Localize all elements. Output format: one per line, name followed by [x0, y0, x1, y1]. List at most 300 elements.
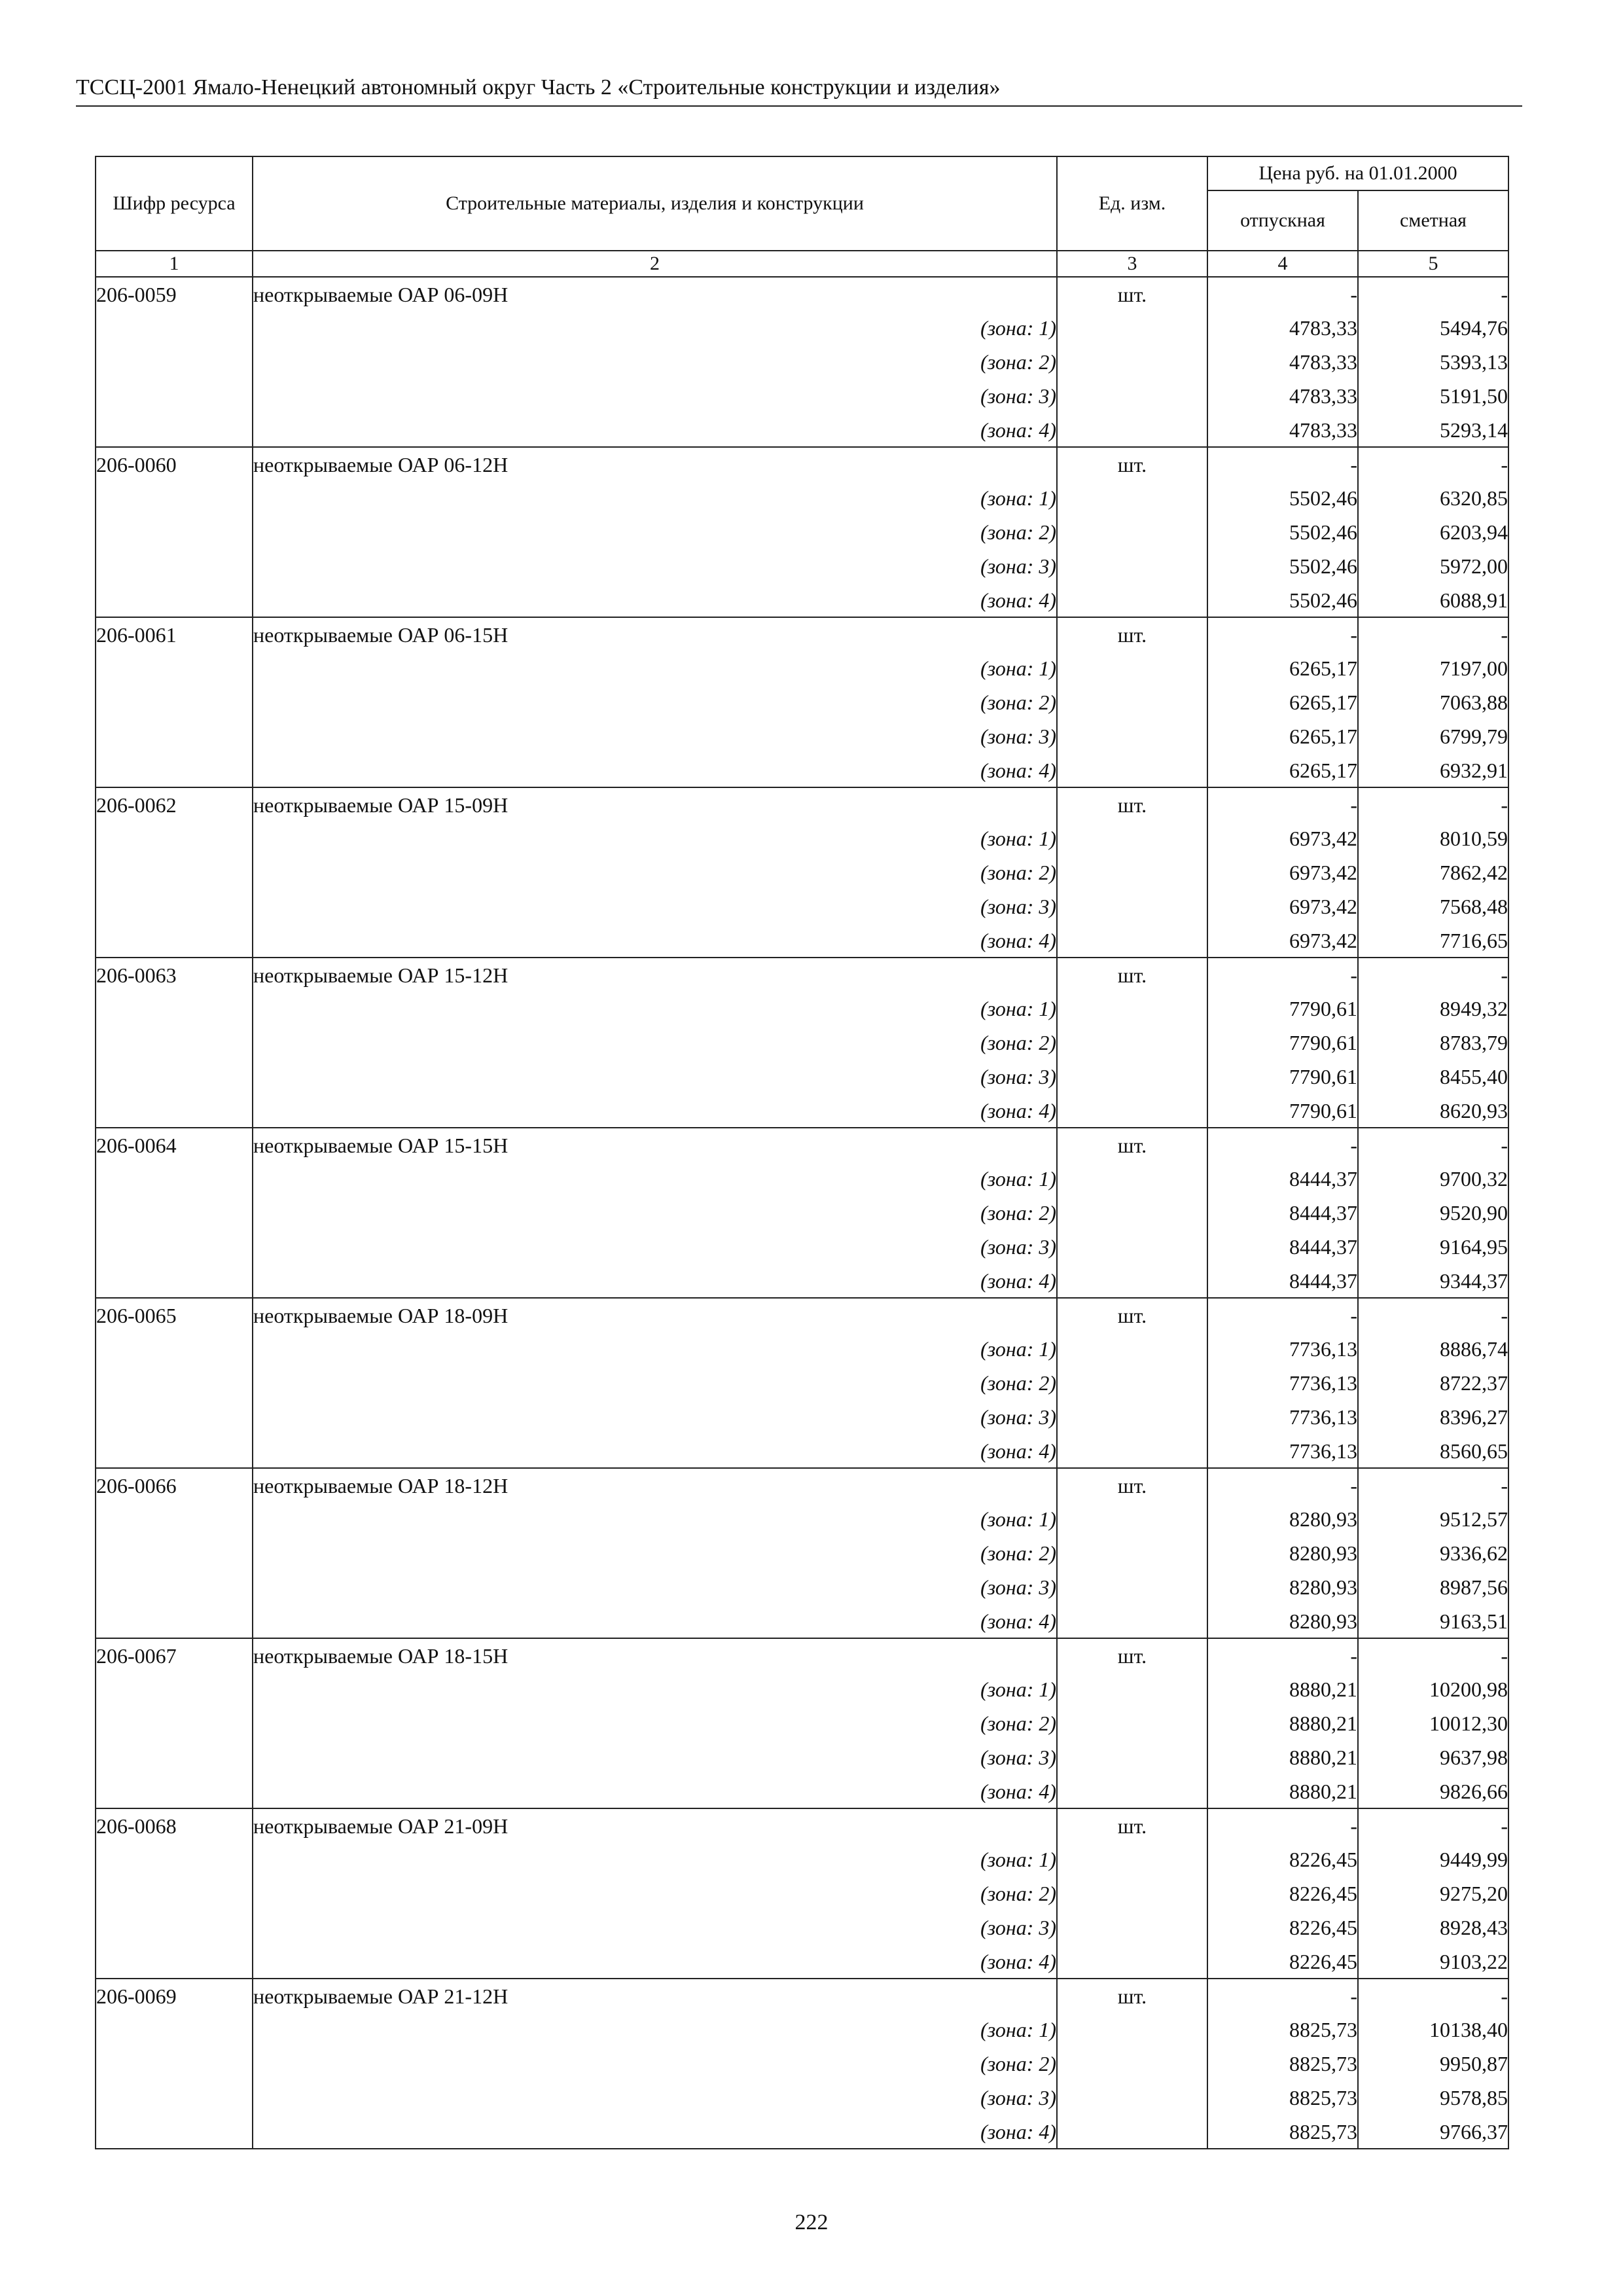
release-price: 8280,93 [1207, 1536, 1358, 1570]
unit-cell-empty [1057, 889, 1207, 924]
unit-cell-empty [1057, 821, 1207, 855]
zone-label: (зона: 2) [253, 1876, 1057, 1910]
code-cell-empty [96, 719, 253, 753]
unit-cell: шт. [1057, 1128, 1207, 1162]
release-price: 7790,61 [1207, 992, 1358, 1026]
estimate-price: 8783,79 [1358, 1026, 1508, 1060]
zone-label: (зона: 3) [253, 1400, 1057, 1434]
zone-row [96, 1026, 1508, 1060]
estimate-price: 9275,20 [1358, 1876, 1508, 1910]
code-cell-empty [96, 685, 253, 719]
release-price: - [1207, 958, 1358, 992]
estimate-price: 9344,37 [1358, 1264, 1508, 1298]
estimate-price: 7568,48 [1358, 889, 1508, 924]
zone-label: (зона: 4) [253, 1094, 1057, 1128]
code-cell-empty [96, 924, 253, 958]
column-number-row [96, 251, 1508, 277]
zone-label: (зона: 1) [253, 821, 1057, 855]
zone-label: (зона: 2) [253, 1196, 1057, 1230]
zone-row [96, 413, 1508, 447]
estimate-price: 9700,32 [1358, 1162, 1508, 1196]
zone-label: (зона: 4) [253, 1604, 1057, 1638]
item-row [96, 617, 1508, 651]
unit-cell-empty [1057, 1162, 1207, 1196]
unit-cell-empty [1057, 1094, 1207, 1128]
release-price: 7736,13 [1207, 1434, 1358, 1468]
zone-row [96, 345, 1508, 379]
zone-label: (зона: 1) [253, 1502, 1057, 1536]
code-cell-empty [96, 549, 253, 583]
estimate-price: - [1358, 617, 1508, 651]
unit-cell-empty [1057, 1842, 1207, 1876]
code-cell-empty [96, 481, 253, 515]
release-price: 6265,17 [1207, 651, 1358, 685]
zone-row [96, 481, 1508, 515]
estimate-price: 6799,79 [1358, 719, 1508, 753]
zone-row [96, 379, 1508, 413]
release-price: 5502,46 [1207, 515, 1358, 549]
zone-row [96, 1945, 1508, 1979]
unit-cell-empty [1057, 651, 1207, 685]
unit-cell-empty [1057, 1672, 1207, 1706]
code-cell-empty [96, 1230, 253, 1264]
estimate-price: - [1358, 1128, 1508, 1162]
zone-label: (зона: 2) [253, 1706, 1057, 1740]
unit-cell-empty [1057, 719, 1207, 753]
release-price: 8880,21 [1207, 1740, 1358, 1774]
unit-cell-empty [1057, 1230, 1207, 1264]
unit-cell-empty [1057, 311, 1207, 345]
code-cell-empty [96, 1434, 253, 1468]
zone-label: (зона: 3) [253, 1570, 1057, 1604]
zone-label: (зона: 2) [253, 2047, 1057, 2081]
code-cell-empty [96, 1332, 253, 1366]
release-price: - [1207, 447, 1358, 481]
col-header-estimate: сметная [1358, 190, 1508, 251]
unit-cell-empty [1057, 1060, 1207, 1094]
unit-cell-empty [1057, 2013, 1207, 2047]
estimate-price: 9826,66 [1358, 1774, 1508, 1808]
estimate-price: 10200,98 [1358, 1672, 1508, 1706]
zone-label: (зона: 2) [253, 515, 1057, 549]
estimate-price: 5972,00 [1358, 549, 1508, 583]
column-number: 5 [1358, 251, 1508, 277]
zone-label: (зона: 2) [253, 345, 1057, 379]
zone-label: (зона: 3) [253, 1230, 1057, 1264]
estimate-price: - [1358, 447, 1508, 481]
estimate-price: - [1358, 1979, 1508, 2013]
zone-label: (зона: 1) [253, 481, 1057, 515]
code-cell-empty [96, 1366, 253, 1400]
code-cell-empty [96, 1842, 253, 1876]
code-cell-empty [96, 1740, 253, 1774]
release-price: 8280,93 [1207, 1604, 1358, 1638]
zone-label: (зона: 1) [253, 1842, 1057, 1876]
unit-cell-empty [1057, 379, 1207, 413]
zone-label: (зона: 3) [253, 889, 1057, 924]
zone-row [96, 1536, 1508, 1570]
zone-row [96, 2081, 1508, 2115]
unit-cell: шт. [1057, 447, 1207, 481]
item-row [96, 1468, 1508, 1502]
code-cell-empty [96, 753, 253, 787]
zone-label: (зона: 1) [253, 311, 1057, 345]
unit-cell: шт. [1057, 617, 1207, 651]
zone-label: (зона: 4) [253, 583, 1057, 617]
resource-code: 206-0069 [96, 1979, 253, 2013]
estimate-price: - [1358, 958, 1508, 992]
unit-cell: шт. [1057, 1468, 1207, 1502]
estimate-price: 9336,62 [1358, 1536, 1508, 1570]
release-price: 8444,37 [1207, 1230, 1358, 1264]
unit-cell-empty [1057, 1026, 1207, 1060]
zone-label: (зона: 1) [253, 1162, 1057, 1196]
column-number: 3 [1057, 251, 1207, 277]
unit-cell-empty [1057, 1502, 1207, 1536]
column-number: 2 [253, 251, 1057, 277]
estimate-price: - [1358, 1808, 1508, 1842]
unit-cell-empty [1057, 1434, 1207, 1468]
zone-row [96, 1604, 1508, 1638]
unit-cell-empty [1057, 2115, 1207, 2149]
release-price: 8226,45 [1207, 1945, 1358, 1979]
zone-row [96, 2115, 1508, 2149]
estimate-price: 8010,59 [1358, 821, 1508, 855]
zone-label: (зона: 2) [253, 685, 1057, 719]
running-header-title: ТССЦ-2001 Ямало-Ненецкий автономный округ Часть 2 «Строительные конструкции и изделия» [76, 75, 1001, 99]
estimate-price: 6932,91 [1358, 753, 1508, 787]
estimate-price: - [1358, 1638, 1508, 1672]
code-cell-empty [96, 855, 253, 889]
zone-label: (зона: 3) [253, 719, 1057, 753]
zone-row [96, 583, 1508, 617]
zone-label: (зона: 4) [253, 1264, 1057, 1298]
estimate-price: - [1358, 787, 1508, 821]
code-cell-empty [96, 311, 253, 345]
zone-label: (зона: 1) [253, 1332, 1057, 1366]
item-row [96, 958, 1508, 992]
zone-label: (зона: 3) [253, 379, 1057, 413]
code-cell-empty [96, 2047, 253, 2081]
zone-label: (зона: 3) [253, 2081, 1057, 2115]
unit-cell-empty [1057, 2047, 1207, 2081]
unit-cell: шт. [1057, 277, 1207, 311]
zone-row [96, 1434, 1508, 1468]
estimate-price: 9512,57 [1358, 1502, 1508, 1536]
material-name: неоткрываемые ОАР 18-12Н [253, 1468, 1057, 1502]
unit-cell-empty [1057, 1400, 1207, 1434]
estimate-price: 9637,98 [1358, 1740, 1508, 1774]
code-cell-empty [96, 1672, 253, 1706]
release-price: 6973,42 [1207, 924, 1358, 958]
zone-row [96, 651, 1508, 685]
estimate-price: 6088,91 [1358, 583, 1508, 617]
code-cell-empty [96, 1910, 253, 1945]
zone-row [96, 1706, 1508, 1740]
release-price: 8444,37 [1207, 1196, 1358, 1230]
unit-cell-empty [1057, 1604, 1207, 1638]
col-header-code: Шифр ресурса [96, 156, 253, 251]
release-price: 7736,13 [1207, 1400, 1358, 1434]
release-price: 8280,93 [1207, 1502, 1358, 1536]
zone-row [96, 1366, 1508, 1400]
resource-code: 206-0060 [96, 447, 253, 481]
release-price: - [1207, 1808, 1358, 1842]
release-price: 6973,42 [1207, 855, 1358, 889]
release-price: 6265,17 [1207, 753, 1358, 787]
zone-label: (зона: 4) [253, 413, 1057, 447]
zone-label: (зона: 3) [253, 1740, 1057, 1774]
zone-row [96, 1230, 1508, 1264]
estimate-price: 6320,85 [1358, 481, 1508, 515]
code-cell-empty [96, 1094, 253, 1128]
item-row [96, 787, 1508, 821]
zone-row [96, 1264, 1508, 1298]
release-price: - [1207, 1468, 1358, 1502]
zone-row [96, 753, 1508, 787]
zone-label: (зона: 2) [253, 1366, 1057, 1400]
release-price: 6973,42 [1207, 821, 1358, 855]
zone-label: (зона: 4) [253, 924, 1057, 958]
estimate-price: 9520,90 [1358, 1196, 1508, 1230]
zone-label: (зона: 1) [253, 651, 1057, 685]
estimate-price: 7716,65 [1358, 924, 1508, 958]
code-cell-empty [96, 515, 253, 549]
unit-cell-empty [1057, 1536, 1207, 1570]
estimate-price: - [1358, 1298, 1508, 1332]
unit-cell-empty [1057, 345, 1207, 379]
col-header-name: Строительные материалы, изделия и конструкции [253, 156, 1057, 251]
zone-row [96, 1842, 1508, 1876]
material-name: неоткрываемые ОАР 06-09Н [253, 277, 1057, 311]
unit-cell-empty [1057, 685, 1207, 719]
code-cell-empty [96, 1706, 253, 1740]
release-price: 5502,46 [1207, 583, 1358, 617]
unit-cell: шт. [1057, 787, 1207, 821]
estimate-price: 10138,40 [1358, 2013, 1508, 2047]
release-price: 5502,46 [1207, 481, 1358, 515]
unit-cell-empty [1057, 1706, 1207, 1740]
unit-cell-empty [1057, 1366, 1207, 1400]
header-rule [76, 105, 1522, 107]
estimate-price: 7063,88 [1358, 685, 1508, 719]
release-price: 7736,13 [1207, 1366, 1358, 1400]
code-cell-empty [96, 1876, 253, 1910]
release-price: 8280,93 [1207, 1570, 1358, 1604]
resource-code: 206-0059 [96, 277, 253, 311]
code-cell-empty [96, 2081, 253, 2115]
code-cell-empty [96, 1162, 253, 1196]
estimate-price: 5293,14 [1358, 413, 1508, 447]
estimate-price: 10012,30 [1358, 1706, 1508, 1740]
column-number: 4 [1207, 251, 1358, 277]
release-price: - [1207, 1128, 1358, 1162]
estimate-price: 8560,65 [1358, 1434, 1508, 1468]
col-header-unit: Ед. изм. [1057, 156, 1207, 251]
zone-row [96, 855, 1508, 889]
table-header [96, 156, 1508, 277]
estimate-price: 8928,43 [1358, 1910, 1508, 1945]
zone-row [96, 1774, 1508, 1808]
zone-label: (зона: 3) [253, 549, 1057, 583]
code-cell-empty [96, 1536, 253, 1570]
estimate-price: 9766,37 [1358, 2115, 1508, 2149]
release-price: 8880,21 [1207, 1774, 1358, 1808]
code-cell-empty [96, 1570, 253, 1604]
item-row [96, 1638, 1508, 1672]
item-row [96, 1808, 1508, 1842]
zone-label: (зона: 4) [253, 1945, 1057, 1979]
release-price: 7736,13 [1207, 1332, 1358, 1366]
code-cell-empty [96, 821, 253, 855]
zone-row [96, 719, 1508, 753]
zone-row [96, 1876, 1508, 1910]
estimate-price: 9449,99 [1358, 1842, 1508, 1876]
unit-cell: шт. [1057, 1298, 1207, 1332]
table-body [96, 277, 1508, 2149]
release-price: 8825,73 [1207, 2081, 1358, 2115]
estimate-price: - [1358, 1468, 1508, 1502]
price-table [95, 156, 1509, 2149]
estimate-price: - [1358, 277, 1508, 311]
unit-cell-empty [1057, 413, 1207, 447]
code-cell-empty [96, 1774, 253, 1808]
unit-cell-empty [1057, 481, 1207, 515]
unit-cell-empty [1057, 1264, 1207, 1298]
unit-cell-empty [1057, 1740, 1207, 1774]
release-price: 8880,21 [1207, 1672, 1358, 1706]
zone-label: (зона: 4) [253, 753, 1057, 787]
code-cell-empty [96, 1196, 253, 1230]
resource-code: 206-0068 [96, 1808, 253, 1842]
code-cell-empty [96, 1264, 253, 1298]
zone-label: (зона: 1) [253, 992, 1057, 1026]
release-price: - [1207, 787, 1358, 821]
release-price: 4783,33 [1207, 345, 1358, 379]
col-header-price-group: Цена руб. на 01.01.2000 [1207, 156, 1508, 190]
estimate-price: 8455,40 [1358, 1060, 1508, 1094]
zone-row [96, 1570, 1508, 1604]
page-number: 222 [794, 2210, 829, 2234]
resource-code: 206-0062 [96, 787, 253, 821]
code-cell-empty [96, 2115, 253, 2149]
material-name: неоткрываемые ОАР 18-09Н [253, 1298, 1057, 1332]
release-price: 8825,73 [1207, 2115, 1358, 2149]
zone-row [96, 992, 1508, 1026]
zone-row [96, 1672, 1508, 1706]
release-price: - [1207, 277, 1358, 311]
unit-cell: шт. [1057, 1808, 1207, 1842]
release-price: 4783,33 [1207, 379, 1358, 413]
unit-cell-empty [1057, 1332, 1207, 1366]
estimate-price: 5191,50 [1358, 379, 1508, 413]
code-cell-empty [96, 651, 253, 685]
unit-cell-empty [1057, 855, 1207, 889]
release-price: 4783,33 [1207, 413, 1358, 447]
release-price: 8825,73 [1207, 2013, 1358, 2047]
zone-label: (зона: 2) [253, 1026, 1057, 1060]
code-cell-empty [96, 1060, 253, 1094]
release-price: 6973,42 [1207, 889, 1358, 924]
unit-cell-empty [1057, 549, 1207, 583]
estimate-price: 6203,94 [1358, 515, 1508, 549]
code-cell-empty [96, 413, 253, 447]
unit-cell-empty [1057, 515, 1207, 549]
release-price: - [1207, 1638, 1358, 1672]
release-price: 4783,33 [1207, 311, 1358, 345]
code-cell-empty [96, 583, 253, 617]
unit-cell-empty [1057, 1774, 1207, 1808]
unit-cell-empty [1057, 753, 1207, 787]
unit-cell-empty [1057, 924, 1207, 958]
unit-cell-empty [1057, 1876, 1207, 1910]
material-name: неоткрываемые ОАР 21-12Н [253, 1979, 1057, 2013]
material-name: неоткрываемые ОАР 21-09Н [253, 1808, 1057, 1842]
release-price: 5502,46 [1207, 549, 1358, 583]
zone-row [96, 549, 1508, 583]
column-number: 1 [96, 251, 253, 277]
estimate-price: 9103,22 [1358, 1945, 1508, 1979]
release-price: 7790,61 [1207, 1094, 1358, 1128]
material-name: неоткрываемые ОАР 06-12Н [253, 447, 1057, 481]
estimate-price: 9950,87 [1358, 2047, 1508, 2081]
zone-row [96, 1060, 1508, 1094]
release-price: - [1207, 1979, 1358, 2013]
code-cell-empty [96, 1502, 253, 1536]
zone-row [96, 311, 1508, 345]
zone-label: (зона: 3) [253, 1060, 1057, 1094]
zone-row [96, 889, 1508, 924]
estimate-price: 9578,85 [1358, 2081, 1508, 2115]
estimate-price: 8396,27 [1358, 1400, 1508, 1434]
resource-code: 206-0067 [96, 1638, 253, 1672]
zone-row [96, 1400, 1508, 1434]
estimate-price: 8886,74 [1358, 1332, 1508, 1366]
resource-code: 206-0066 [96, 1468, 253, 1502]
release-price: 8825,73 [1207, 2047, 1358, 2081]
unit-cell: шт. [1057, 1638, 1207, 1672]
zone-label: (зона: 2) [253, 855, 1057, 889]
release-price: 7790,61 [1207, 1060, 1358, 1094]
unit-cell: шт. [1057, 1979, 1207, 2013]
estimate-price: 8987,56 [1358, 1570, 1508, 1604]
release-price: 8444,37 [1207, 1162, 1358, 1196]
item-row [96, 277, 1508, 311]
resource-code: 206-0064 [96, 1128, 253, 1162]
release-price: 6265,17 [1207, 685, 1358, 719]
zone-row [96, 1910, 1508, 1945]
code-cell-empty [96, 1400, 253, 1434]
zone-row [96, 1162, 1508, 1196]
release-price: - [1207, 617, 1358, 651]
unit-cell: шт. [1057, 958, 1207, 992]
zone-label: (зона: 2) [253, 1536, 1057, 1570]
material-name: неоткрываемые ОАР 06-15Н [253, 617, 1057, 651]
estimate-price: 7862,42 [1358, 855, 1508, 889]
release-price: 8226,45 [1207, 1842, 1358, 1876]
zone-row [96, 1196, 1508, 1230]
zone-row [96, 1502, 1508, 1536]
estimate-price: 8620,93 [1358, 1094, 1508, 1128]
code-cell-empty [96, 2013, 253, 2047]
code-cell-empty [96, 345, 253, 379]
material-name: неоткрываемые ОАР 15-12Н [253, 958, 1057, 992]
estimate-price: 8949,32 [1358, 992, 1508, 1026]
item-row [96, 1298, 1508, 1332]
estimate-price: 5393,13 [1358, 345, 1508, 379]
zone-row [96, 2047, 1508, 2081]
code-cell-empty [96, 379, 253, 413]
